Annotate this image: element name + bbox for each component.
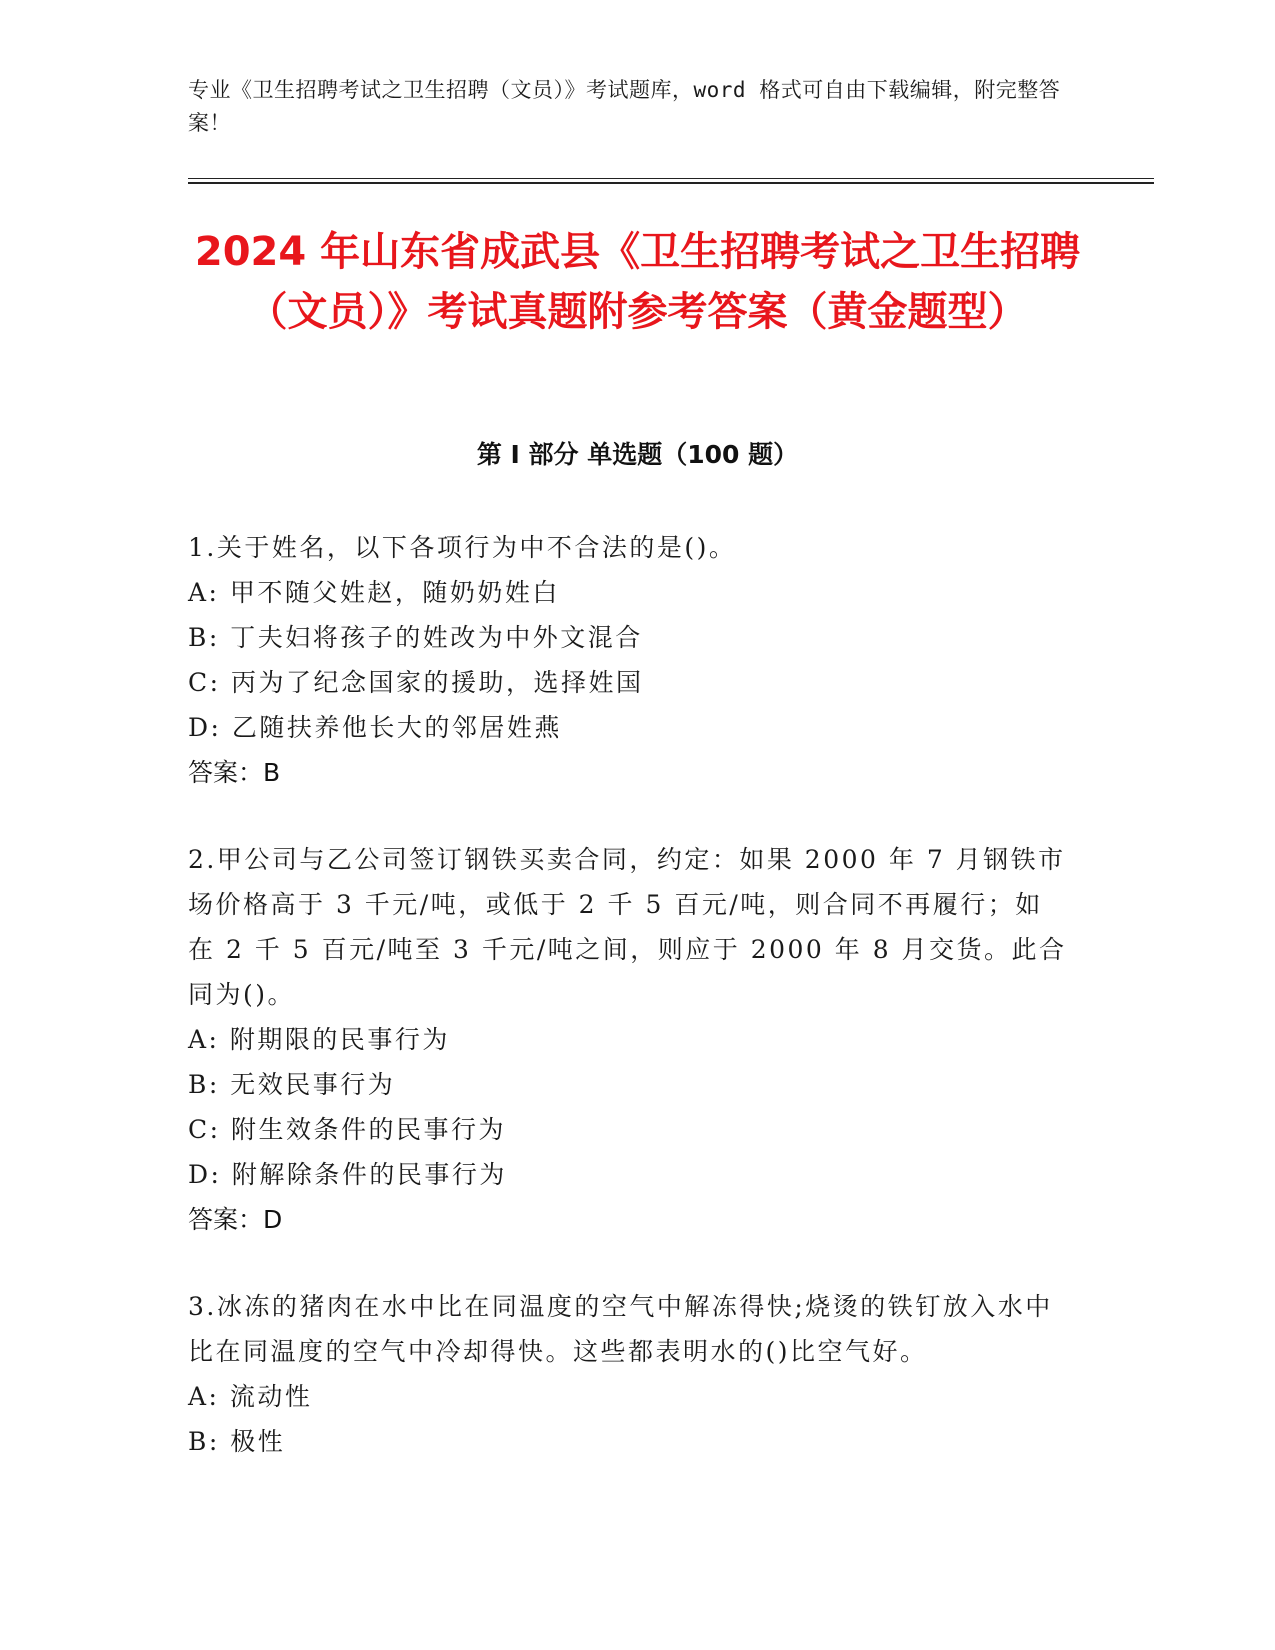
question-3 (188, 1284, 1068, 1464)
header-divider-thin (188, 178, 1154, 179)
document-title: 2024 年山东省成武县《卫生招聘考试之卫生招聘（文员）》考试真题附参考答案（黄金题型） (194, 229, 1081, 335)
answer: 答案：B (188, 758, 281, 787)
option-b: B: 无效民事行为 (188, 1070, 396, 1099)
question-stem: 3.冰冻的猪肉在水中比在同温度的空气中解冻得快;烧烫的铁钉放入水中比在同温度的空气中冷却得快。这些都表明水的()比空气好。 (188, 1292, 1053, 1366)
header-note: 专业《卫生招聘考试之卫生招聘（文员）》考试题库，word 格式可自由下载编辑，附完整答案！ (188, 78, 1061, 135)
question-stem: 2.甲公司与乙公司签订钢铁买卖合同，约定：如果 2000 年 7 月钢铁市场价格高于 3 千元/吨，或低于 2 千 5 百元/吨，则合同不再履行；如在 2 千 5 百元/吨至 3 千元/吨之间，则应于 2000 年 8 月交货。此合同为()。 (188, 845, 1067, 1009)
section-heading: 第 I 部分 单选题（100 题） (476, 440, 799, 469)
answer: 答案：D (188, 1205, 283, 1234)
question-stem: 1.关于姓名，以下各项行为中不合法的是()。 (188, 533, 737, 562)
option-b: B: 丁夫妇将孩子的姓改为中外文混合 (188, 623, 643, 652)
option-d: D: 乙随扶养他长大的邻居姓燕 (188, 713, 562, 742)
option-a: A: 附期限的民事行为 (188, 1025, 450, 1054)
option-d: D: 附解除条件的民事行为 (188, 1160, 507, 1189)
option-c: C: 丙为了纪念国家的援助，选择姓国 (188, 668, 644, 697)
option-b: B: 极性 (188, 1427, 286, 1456)
option-a: A: 甲不随父姓赵，随奶奶姓白 (188, 578, 560, 607)
question-1 (188, 525, 1068, 795)
question-list (188, 525, 1068, 1506)
header-divider-thick (188, 182, 1154, 184)
option-c: C: 附生效条件的民事行为 (188, 1115, 506, 1144)
question-2 (188, 837, 1068, 1242)
option-a: A: 流动性 (188, 1382, 313, 1411)
